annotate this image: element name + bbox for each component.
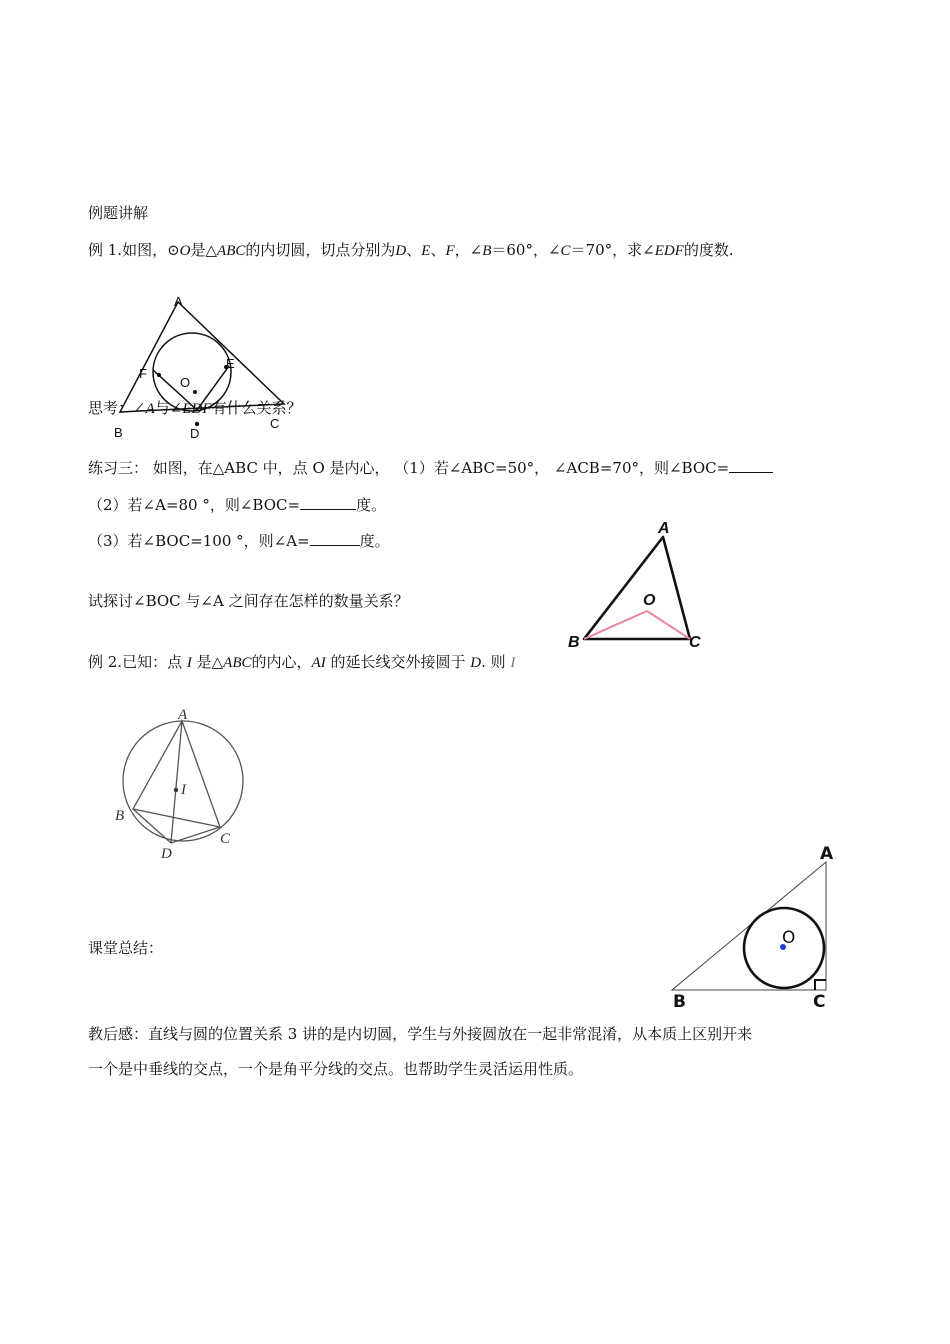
fig2-label-b: B <box>568 634 580 651</box>
reflection-line-1: 教后感：直线与圆的位置关系 3 讲的是内切圆，学生与外接圆放在一起非常混淆，从本质上区别开来 <box>88 1025 753 1043</box>
fig1-label-c: C <box>270 416 280 431</box>
fig2-label-o: O <box>643 592 656 609</box>
answer-blank-2[interactable] <box>300 495 356 510</box>
example-2-text: 例 2.已知：点 I 是△ABC的内心，AI 的延长线交外接圆于 D. 则 I <box>88 653 516 671</box>
right-triangle-incircle-figure <box>665 840 850 1015</box>
fig1-label-f: F <box>139 366 147 381</box>
fig2-label-c: C <box>689 634 701 651</box>
fig3-label-c: C <box>220 831 231 847</box>
fig1-label-e: E <box>226 356 235 371</box>
fig1-label-o: O <box>180 375 191 390</box>
exercise-3-line-3: （3）若∠BOC=100 °，则∠A= 度。 <box>88 532 390 550</box>
fig2-label-a: A <box>658 520 670 537</box>
answer-blank-1[interactable] <box>729 458 773 473</box>
class-summary: 课堂总结： <box>88 939 164 957</box>
answer-blank-3[interactable] <box>310 531 360 546</box>
reflection-line-2: 一个是中垂线的交点，一个是角平分线的交点。也帮助学生灵活运用性质。 <box>88 1060 584 1078</box>
fig3-label-d: D <box>161 846 172 862</box>
fig1-label-d: D <box>190 426 200 441</box>
fig3-label-i: I <box>181 782 186 798</box>
circumcircle-figure <box>108 705 258 865</box>
fig1-label-b: B <box>114 425 123 440</box>
fig4-label-b: B <box>673 992 686 1012</box>
fig4-label-o: O <box>782 928 796 948</box>
fig1-label-a: A <box>174 294 183 309</box>
fig3-label-b: B <box>115 808 125 824</box>
exercise-3-line-2: （2）若∠A=80 °，则∠BOC= 度。 <box>88 496 387 514</box>
think-question: 思考：∠A与∠EDF有什么关系？ <box>88 399 302 417</box>
fig4-label-c: C <box>813 992 826 1012</box>
exercise-3-line-1: 练习三： 如图，在△ABC 中，点 O 是内心， （1）若∠ABC=50°， ∠ACB=70°，则∠BOC= <box>88 458 773 478</box>
fig3-label-a: A <box>178 707 188 723</box>
fig4-label-a: A <box>820 844 834 864</box>
incenter-figure <box>560 515 720 660</box>
example-1-text: 例 1.如图，⊙O是△ABC的内切圆，切点分别为D、E、F，∠B＝60°，∠C＝70°，求∠EDF的度数. <box>88 241 734 259</box>
explore-question: 试探讨∠BOC 与∠A 之间存在怎样的数量关系？ <box>88 592 409 610</box>
section-title: 例题讲解 <box>88 204 149 222</box>
